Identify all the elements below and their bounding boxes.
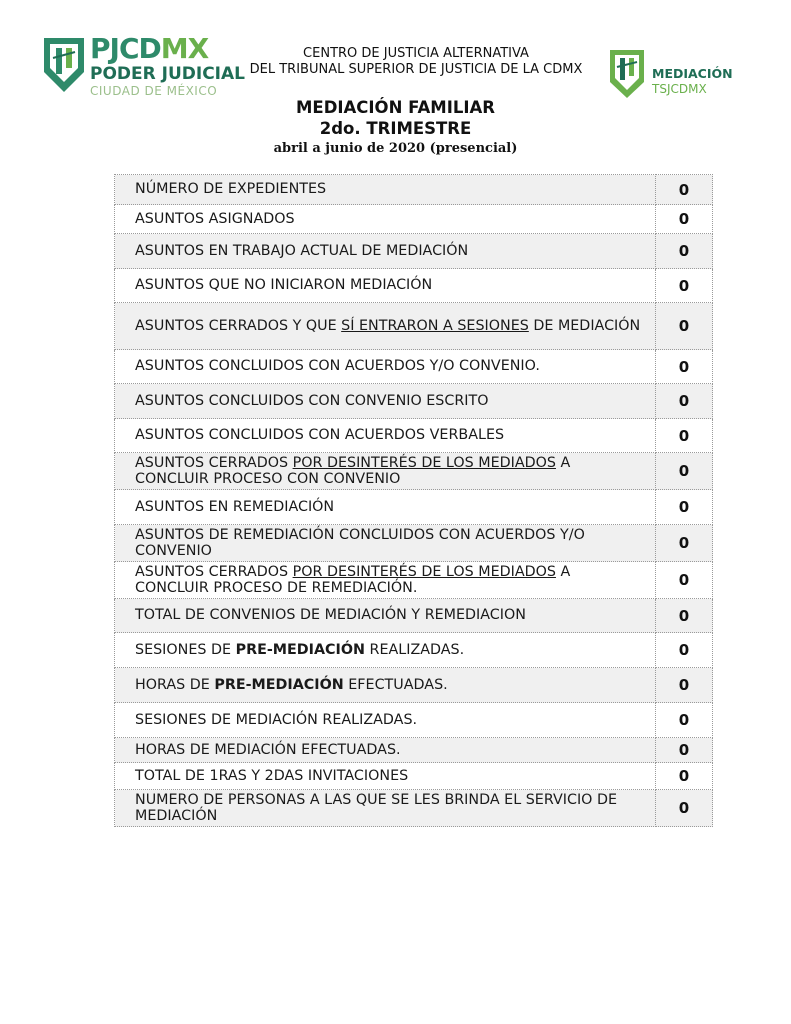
institution-line-1: CENTRO DE JUSTICIA ALTERNATIVA bbox=[303, 46, 529, 61]
pjcdmx-logo bbox=[42, 32, 246, 98]
institution-line-2: DEL TRIBUNAL SUPERIOR DE JUSTICIA DE LA CDMX bbox=[249, 62, 583, 77]
row-value: 0 bbox=[656, 668, 713, 703]
row-label: NÚMERO DE EXPEDIENTES bbox=[115, 175, 656, 205]
row-label: ASUNTOS EN TRABAJO ACTUAL DE MEDIACIÓN bbox=[115, 234, 656, 269]
row-value: 0 bbox=[656, 790, 713, 827]
row-value: 0 bbox=[656, 633, 713, 668]
row-value: 0 bbox=[656, 453, 713, 490]
institution-heading bbox=[228, 46, 604, 78]
document-period: 2do. TRIMESTRE bbox=[319, 119, 472, 138]
row-label: ASUNTOS CONCLUIDOS CON CONVENIO ESCRITO bbox=[115, 384, 656, 419]
row-value: 0 bbox=[656, 350, 713, 384]
mediacion-emblem-icon bbox=[608, 48, 646, 100]
row-value: 0 bbox=[656, 384, 713, 419]
row-value: 0 bbox=[656, 269, 713, 303]
table-row bbox=[115, 790, 713, 827]
table-row bbox=[115, 384, 713, 419]
row-value: 0 bbox=[656, 562, 713, 599]
row-value: 0 bbox=[656, 490, 713, 525]
row-label: ASUNTOS CERRADOS POR DESINTERÉS DE LOS MEDIADOS A CONCLUIR PROCESO CON CONVENIO bbox=[115, 453, 656, 490]
row-value: 0 bbox=[656, 175, 713, 205]
row-label: ASUNTOS EN REMEDIACIÓN bbox=[115, 490, 656, 525]
row-value: 0 bbox=[656, 205, 713, 234]
table-row bbox=[115, 490, 713, 525]
row-label: ASUNTOS CERRADOS POR DESINTERÉS DE LOS MEDIADOS A CONCLUIR PROCESO DE REMEDIACIÓN. bbox=[115, 562, 656, 599]
row-value: 0 bbox=[656, 599, 713, 633]
logo-left-wordmark: PJCDMX bbox=[90, 32, 209, 65]
logo-left-ciudad: CIUDAD DE MÉXICO bbox=[90, 84, 218, 98]
row-value: 0 bbox=[656, 419, 713, 453]
table-row bbox=[115, 703, 713, 738]
row-label: SESIONES DE MEDIACIÓN REALIZADAS. bbox=[115, 703, 656, 738]
row-label: HORAS DE MEDIACIÓN EFECTUADAS. bbox=[115, 738, 656, 763]
row-value: 0 bbox=[656, 525, 713, 562]
table-row bbox=[115, 175, 713, 205]
row-label: ASUNTOS CONCLUIDOS CON ACUERDOS Y/O CONVENIO. bbox=[115, 350, 656, 384]
table-row bbox=[115, 562, 713, 599]
table-row bbox=[115, 205, 713, 234]
logo-right-mediacion: MEDIACIÓN bbox=[652, 66, 733, 81]
row-label: ASUNTOS QUE NO INICIARON MEDIACIÓN bbox=[115, 269, 656, 303]
table-row bbox=[115, 599, 713, 633]
row-label: TOTAL DE CONVENIOS DE MEDIACIÓN Y REMEDIACION bbox=[115, 599, 656, 633]
pjcdmx-emblem-icon bbox=[42, 36, 86, 94]
table-row bbox=[115, 350, 713, 384]
table-row bbox=[115, 525, 713, 562]
row-label: HORAS DE PRE-MEDIACIÓN EFECTUADAS. bbox=[115, 668, 656, 703]
table-row bbox=[115, 763, 713, 790]
row-label: TOTAL DE 1RAS Y 2DAS INVITACIONES bbox=[115, 763, 656, 790]
row-value: 0 bbox=[656, 763, 713, 790]
row-value: 0 bbox=[656, 303, 713, 350]
row-label: NUMERO DE PERSONAS A LAS QUE SE LES BRINDA EL SERVICIO DE MEDIACIÓN bbox=[115, 790, 656, 827]
mediacion-logo bbox=[608, 48, 738, 104]
table-row bbox=[115, 738, 713, 763]
row-value: 0 bbox=[656, 738, 713, 763]
statistics-table bbox=[114, 174, 713, 827]
row-label: ASUNTOS CERRADOS Y QUE SÍ ENTRARON A SESIONES DE MEDIACIÓN bbox=[115, 303, 656, 350]
row-label: ASUNTOS DE REMEDIACIÓN CONCLUIDOS CON ACUERDOS Y/O CONVENIO bbox=[115, 525, 656, 562]
row-label: SESIONES DE PRE-MEDIACIÓN REALIZADAS. bbox=[115, 633, 656, 668]
table-row bbox=[115, 269, 713, 303]
logo-right-tsjcdmx: TSJCDMX bbox=[652, 82, 707, 96]
row-label: ASUNTOS ASIGNADOS bbox=[115, 205, 656, 234]
table-row bbox=[115, 234, 713, 269]
table-row bbox=[115, 303, 713, 350]
row-label: ASUNTOS CONCLUIDOS CON ACUERDOS VERBALES bbox=[115, 419, 656, 453]
table-row bbox=[115, 419, 713, 453]
logo-left-poder-judicial: PODER JUDICIAL bbox=[90, 64, 246, 84]
table-row bbox=[115, 633, 713, 668]
document-subtitle: abril a junio de 2020 (presencial) bbox=[273, 141, 518, 156]
row-value: 0 bbox=[656, 234, 713, 269]
row-value: 0 bbox=[656, 703, 713, 738]
document-title: MEDIACIÓN FAMILIAR bbox=[296, 98, 495, 117]
table-row bbox=[115, 668, 713, 703]
table-row bbox=[115, 453, 713, 490]
